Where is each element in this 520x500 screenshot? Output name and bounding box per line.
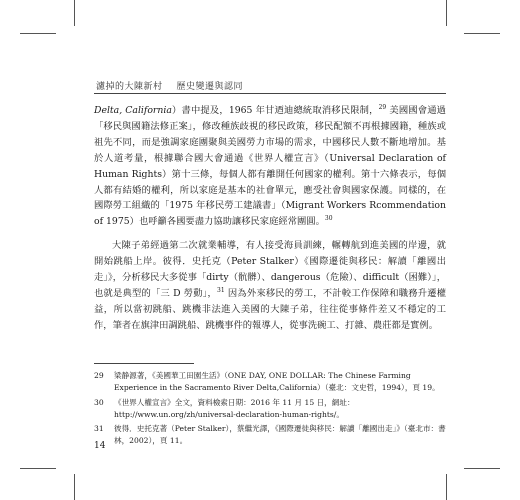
crop-mark-top-left-h (20, 33, 56, 34)
crop-mark-top-left-v (74, 0, 75, 26)
crop-mark-bottom-right-h (464, 468, 500, 469)
crop-mark-top-right-v (446, 0, 447, 26)
paragraph-2-text-a: 大陳子弟經過第二次就業輔導，有人接受海員訓練，輾轉航到進美國的岸邊，就開始跳船上岸。彼得．史托克（Peter Stalker）《國際遷徙與移民：解讀「離國出走」》，分析移民大多從事「dirty（骯髒）、dangerous（危險）、difficult（困難）」，也就是典型的「三 D 勞動」， (94, 240, 446, 299)
paragraph-1-text-b: 美國國會通過「移民與國籍法修正案」，修改種族歧視的移民政策，移民配額不再根據國籍，種族或祖先不同，而是強調家庭團聚與美國勞力市場的需求，中國移民人數不斷地增加。基於人道考量，根據聯合國大會通過《世界人權宣言》（Universal Declaration of Human Rights）第十三條，每個人都有離開任何國家的權利。第十六條表示，每個人都有結婚的權利，所以家庭是基本的社會單元，應受社會與國家保護。同樣的，在國際勞工組織的「1975 年移民勞工建議書」（Migrant Workers Rcommendation of 1975）也呼籲各國要盡力協助讓移民家庭經常團圓。 (94, 105, 446, 228)
paragraph-2-text-b: 因為外來移民的勞工，不計較工作保障和職務升遷權益，所以當初跳船、跳機非法進入美國的大陳子弟，往往從事條件差又不穩定的工作，筆者在旗津田調跳船、跳機事件的報導人，從事洗碗工、打雜、農莊都是實例。 (94, 287, 446, 331)
footnote (94, 397, 446, 422)
footnote-number: 31 (94, 424, 104, 434)
paragraph-1 (94, 103, 446, 230)
footnote-number: 29 (94, 371, 104, 380)
crop-mark-top-right-h (464, 33, 500, 34)
body-text (94, 103, 446, 334)
footnote-ref-30[interactable]: 30 (324, 215, 333, 223)
footnote-ref-29[interactable]: 29 (378, 103, 387, 111)
footnote (94, 370, 446, 395)
footnote-number: 30 (94, 397, 104, 407)
paragraph-1-text-a: ）書中提及，1965 年甘迺迪總統取消移民限制， (171, 105, 379, 116)
running-header (96, 79, 243, 92)
crop-mark-bottom-left-h (20, 468, 56, 469)
chapter-title: 歷史變遷與認同 (176, 82, 244, 92)
crop-mark-bottom-right-v (446, 474, 447, 500)
paragraph-1-italic-title: Delta, California (94, 105, 172, 116)
footnote (94, 423, 446, 448)
footnote-text: 《世界人權宣言》全文，資料檢索日期：2016 年 11 月 15 日，網址：http://www.un.org/zh/universal-declaration-human-rights/。 (114, 397, 355, 419)
footnotes (94, 370, 446, 450)
paragraph-2 (94, 238, 446, 333)
book-title: 濾掉的大陳新村 (96, 82, 163, 92)
footnote-text: 梁静源著，《美國華工田園生活》（ONE DAY, ONE DOLLAR: The Chinese Farming Experience in the Sacramento River Delta,California）（臺北：文史哲，1994），頁 19。 (114, 371, 440, 393)
header-rule (94, 93, 446, 94)
footnote-text: 彼得．史托克著（Peter Stalker），蔡繼光譯，《國際遷徙與移民：解讀「離國出走」》（臺北市：書林，2002），頁 11。 (114, 424, 446, 446)
page-number: 14 (94, 441, 106, 451)
footnote-rule (94, 363, 194, 364)
crop-mark-bottom-left-v (74, 474, 75, 500)
footnote-ref-31[interactable]: 31 (217, 286, 225, 294)
